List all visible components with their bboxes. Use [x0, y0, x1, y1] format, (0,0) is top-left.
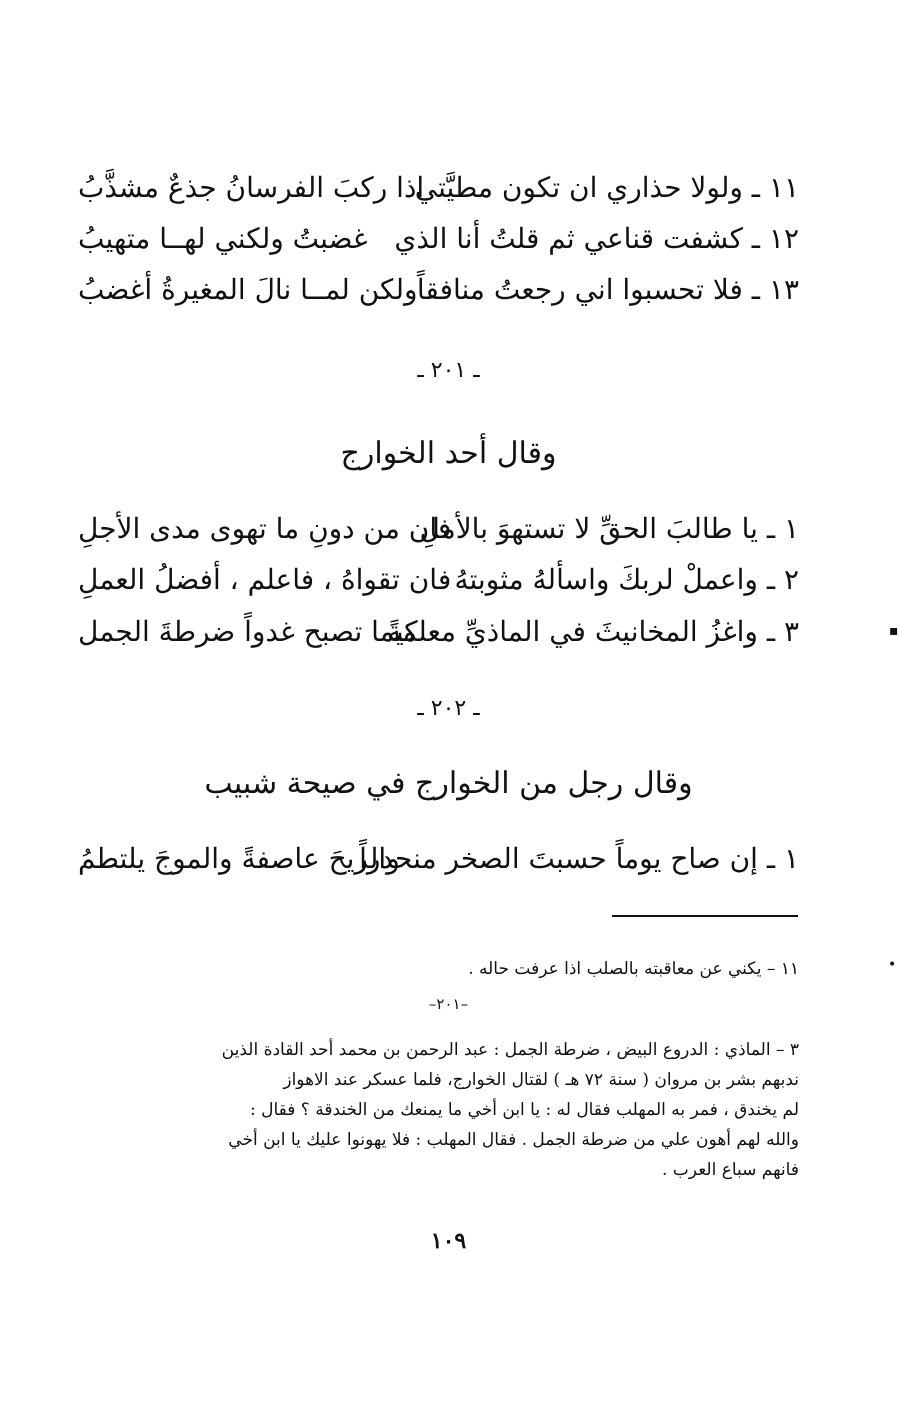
verse-second-hemistich: غضبتُ ولكني لهــا متهيبُ [78, 221, 368, 255]
footnote-line: لم يخندق ، فمر به المهلب فقال له : يا ابن أخي ما يمنعك من الخندقة ؟ فقال : [250, 1100, 799, 1120]
verse-second-hemistich: اذا ركبَ الفرسانُ جذعٌ مشذَّبُ [78, 170, 425, 204]
footnote-section-number: –٢٠١– [428, 995, 469, 1013]
page-number: ١٠٩ [430, 1228, 467, 1254]
section-heading-202: وقال رجل من الخوارج في صيحة شبيب [204, 766, 693, 801]
verse-1 [78, 504, 799, 552]
verse-1 [78, 834, 799, 882]
footnote-line: والله لهم أهون علي من ضرطة الجمل . فقال المهلب : فلا يهونوا عليك يا ابن أخي [228, 1130, 799, 1150]
verse-12 [78, 214, 799, 262]
scan-mark: • [888, 957, 897, 973]
verse-first-hemistich: ١٣ ـ فلا تحسبوا اني رجعتُ منافقاً [416, 272, 799, 306]
verse-second-hemistich: كيما تصبح غدواً ضرطةَ الجمل [78, 614, 418, 648]
verse-second-hemistich: ولكن لمــا نالَ المغيرةُ أغضبُ [78, 272, 418, 306]
footnote-line: ٣ – الماذي : الدروع البيض ، ضرطة الجمل : عبد الرحمن بن محمد أحد القادة الذين [221, 1040, 799, 1060]
verse-second-hemistich: والريحَ عاصفةً والموجَ يلتطمُ [78, 841, 400, 875]
verse-first-hemistich: ١ ـ يا طالبَ الحقِّ لا تستهوَ بالأملِ [419, 511, 799, 545]
footnote-200: ١١ – يكني عن معاقبته بالصلب اذا عرفت حاله . [468, 959, 799, 979]
section-number-202: ـ ٢٠٢ ـ [417, 696, 480, 721]
verse-second-hemistich: فان تقواهُ ، فاعلم ، أفضلُ العملِ [78, 562, 452, 596]
verse-first-hemistich: ٢ ـ واعملْ لربكَ واسألهُ مثوبتهُ [454, 562, 799, 596]
verse-3 [78, 607, 799, 655]
verse-first-hemistich: ١ ـ إن صاح يوماً حسبتَ الصخر منحدراً [359, 841, 799, 875]
verse-first-hemistich: ١٢ ـ كشفت قناعي ثم قلتُ أنا الذي [394, 221, 799, 255]
footnote-line: ندبهم بشر بن مروان ( سنة ٧٢ هـ ) لقتال الخوارج، فلما عسكر عند الاهواز [283, 1070, 799, 1090]
verse-first-hemistich: ٣ ـ واغزُ المخانيثَ في الماذيِّ معلمةً [387, 614, 799, 648]
footnote-line: فانهم سباع العرب . [662, 1160, 799, 1180]
section-number-201: ـ ٢٠١ ـ [417, 358, 480, 383]
verse-2 [78, 555, 799, 603]
footnote-divider [612, 915, 798, 917]
verse-first-hemistich: ١١ ـ ولولا حذاري ان تكون مطيَّتي [414, 170, 799, 204]
verse-13 [78, 265, 799, 313]
verse-11 [78, 163, 799, 211]
section-heading-201: وقال أحد الخوارج [340, 436, 557, 471]
scan-mark: ▪ [889, 623, 899, 639]
verse-second-hemistich: فان من دونِ ما تهوى مدى الأجلِ [78, 511, 452, 545]
